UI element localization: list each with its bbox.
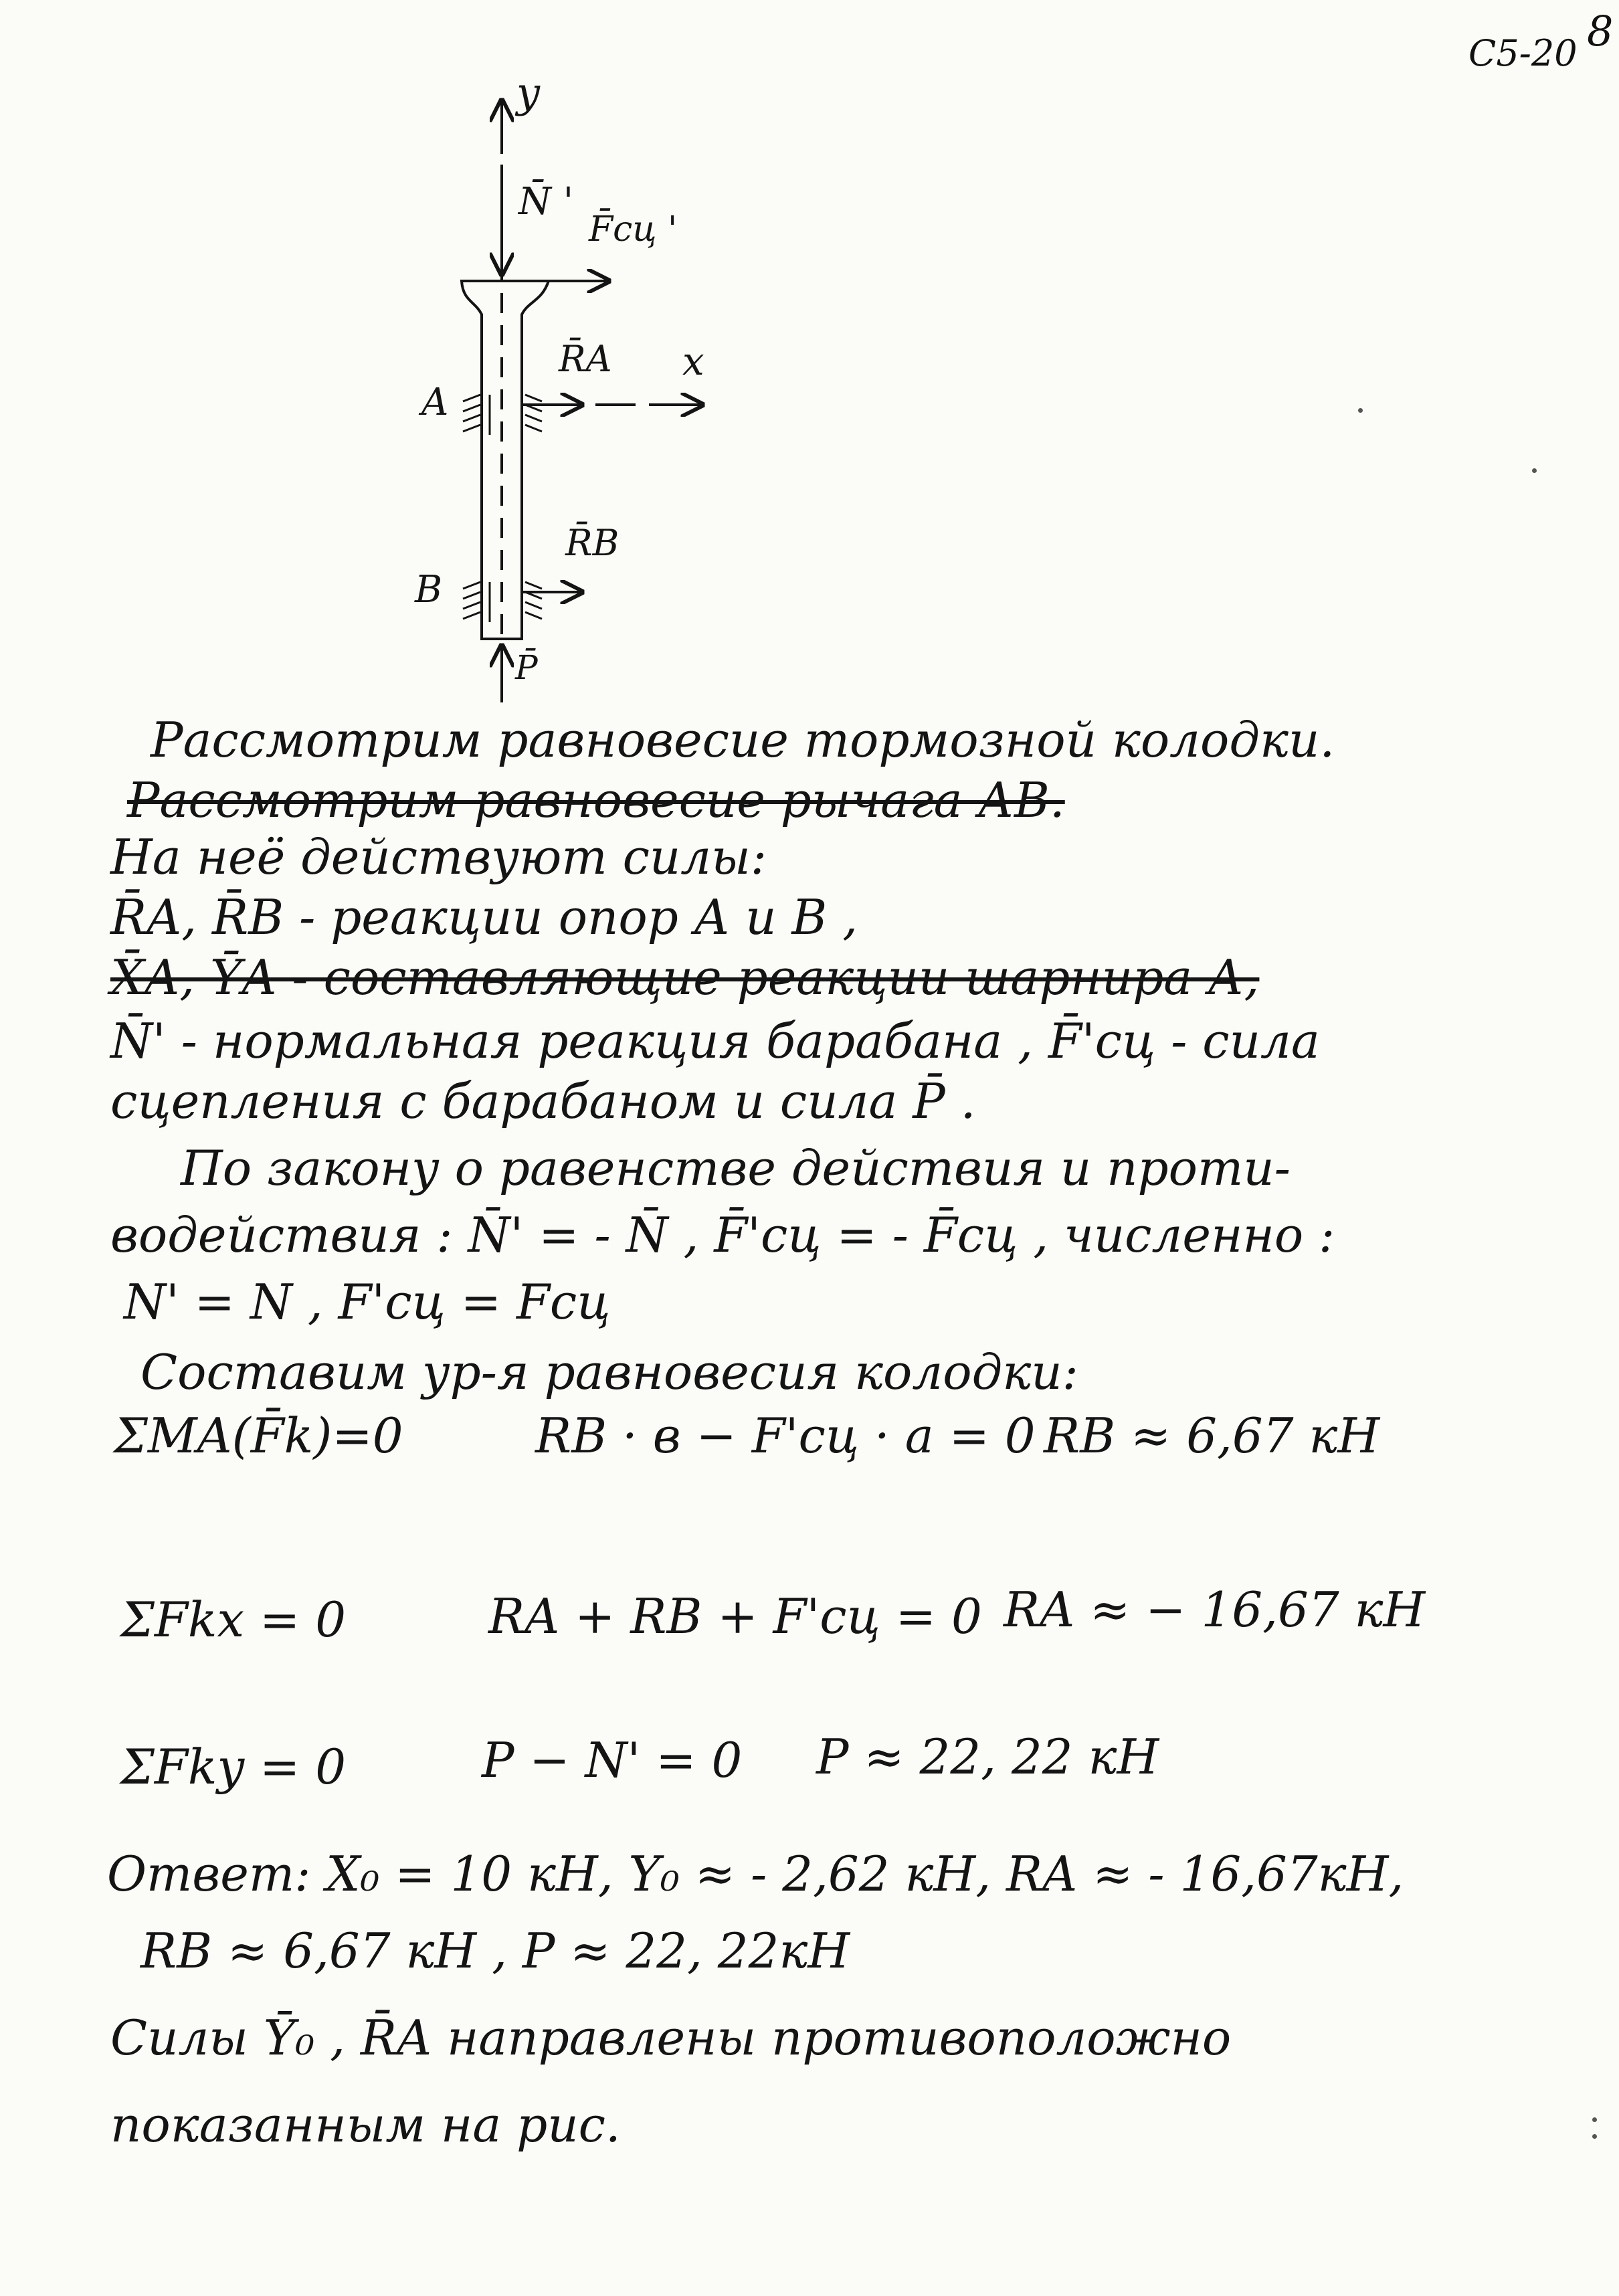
text-line-9: водействия : N̄' = - N̄ , F̄'сц = - F̄сц , численно : (110, 1207, 1335, 1263)
text-line-1: Рассмотрим равновесие тормозной колодки. (151, 712, 1335, 768)
equation-3-lhs: ΣFky = 0 (120, 1739, 347, 1795)
text-line-3: На неё действуют силы: (110, 829, 767, 885)
force-Fcy-label: F̄cц ' (589, 209, 678, 250)
scan-speck (1592, 2134, 1597, 2139)
force-RB-label: R̄B (565, 522, 620, 564)
page-number: 8 (1587, 7, 1614, 56)
scan-speck (1592, 2117, 1597, 2122)
point-A-label: A (421, 381, 449, 424)
text-line-11: Составим ур-я равновесия колодки: (140, 1344, 1078, 1400)
equation-2-body: RA + RB + F'сц = 0 (488, 1588, 982, 1644)
equation-1-body: RB · в − F'сц · a = 0 (535, 1408, 1036, 1464)
text-line-8: По закону о равенстве действия и проти- (181, 1140, 1291, 1196)
equation-2-result: RA ≈ − 16,67 кН (1004, 1582, 1426, 1638)
force-RA-label: R̄A (559, 338, 612, 380)
equation-1-lhs: ΣMA(F̄k)=0 (114, 1408, 403, 1464)
page-id: C5-20 (1468, 32, 1578, 74)
equation-3-body: P − N' = 0 (482, 1732, 743, 1788)
point-B-label: B (415, 568, 443, 611)
answer-line-3: Силы Ȳ₀ , R̄A направлены противоположно (110, 2010, 1232, 2066)
equation-2-lhs: ΣFkx = 0 (120, 1592, 347, 1648)
answer-line-1: Ответ: X₀ = 10 кН, Y₀ ≈ - 2,62 кН, RA ≈ - 16,67кН, (107, 1846, 1404, 1902)
text-line-10: N' = N , F'сц = Fсц (124, 1274, 611, 1330)
scan-speck (1358, 408, 1363, 413)
text-line-2-struck: Рассмотрим равновесие рычага АВ. (127, 772, 1065, 828)
answer-line-2: RB ≈ 6,67 кН , P ≈ 22, 22кН (140, 1923, 850, 1979)
x-axis-label: x (682, 339, 704, 384)
y-axis-label: y (516, 74, 541, 117)
text-line-6: N̄' - нормальная реакция барабана , F̄'сц - сила (110, 1013, 1320, 1069)
free-body-diagram (388, 74, 763, 716)
text-line-5-struck: X̄A, ȲA - составляющие реакции шарнира А, (110, 949, 1260, 1006)
equation-3-result: P ≈ 22, 22 кН (816, 1729, 1159, 1785)
force-P-label: P̄ (515, 648, 538, 687)
text-line-4: R̄A, R̄B - реакции опор А и В , (110, 889, 858, 945)
force-N-label: N̄ ' (518, 180, 574, 223)
equation-1-result: RB ≈ 6,67 кН (1044, 1408, 1380, 1464)
text-line-7: сцепления с барабаном и сила P̄ . (110, 1073, 976, 1129)
answer-line-4: показанным на рис. (110, 2097, 621, 2153)
scan-speck (1532, 468, 1537, 473)
